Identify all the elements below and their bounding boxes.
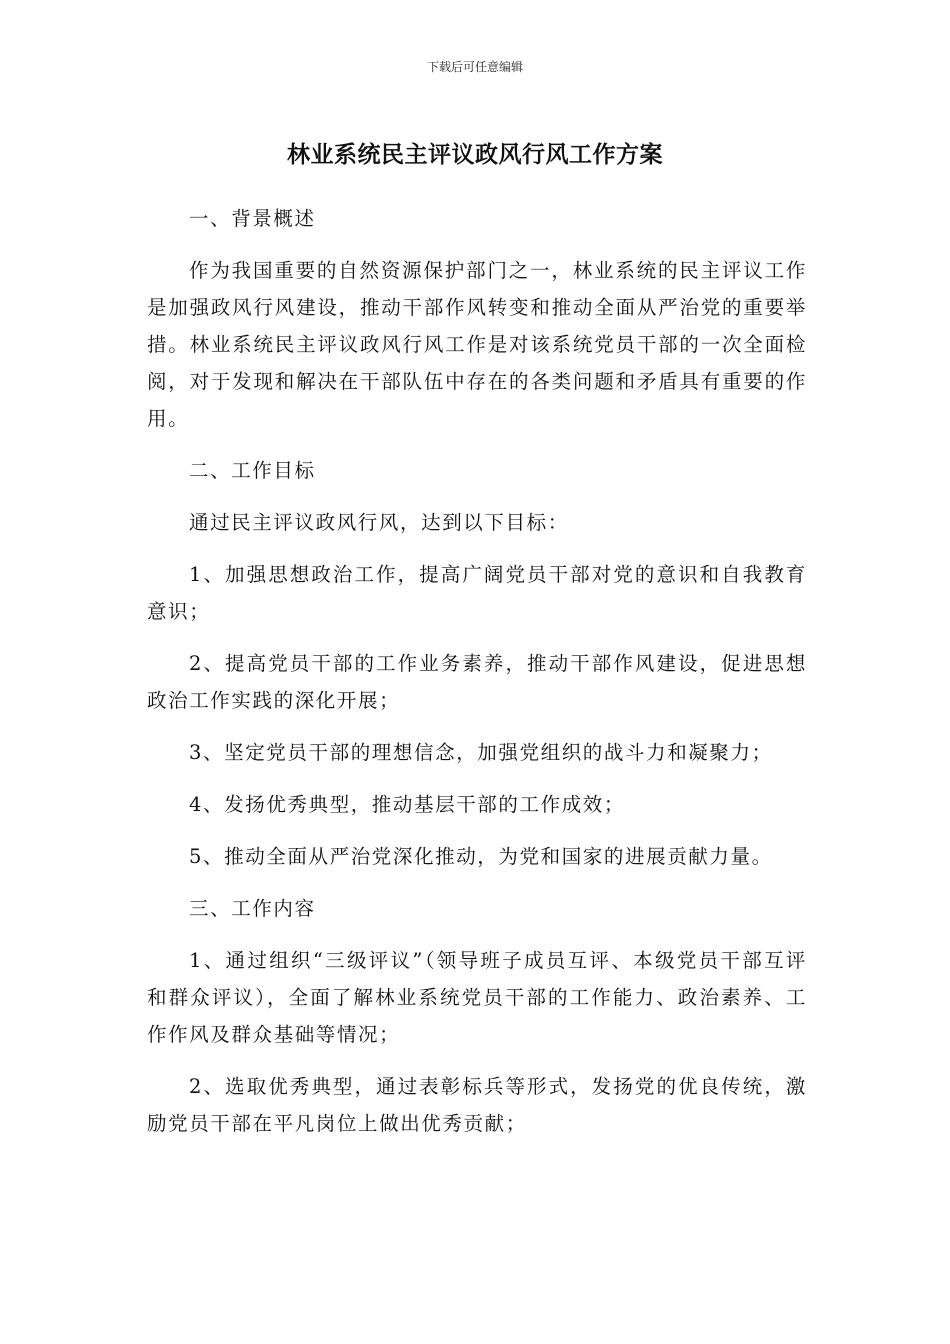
section-heading-goals: 二、工作目标 — [189, 459, 316, 482]
goal-item-3: 3、坚定党员干部的理想信念，加强党组织的战斗力和凝聚力； — [189, 741, 773, 764]
document-title: 林业系统民主评议政风行风工作方案 — [287, 142, 663, 168]
goal-item-5: 5、推动全面从严治党深化推动，为党和国家的进展贡献力量。 — [189, 845, 773, 868]
document-body — [147, 200, 807, 1142]
section-heading-background: 一、背景概述 — [189, 207, 316, 230]
content-item-2: 2、选取优秀典型，通过表彰标兵等形式，发扬党的优良传统，激励党员干部在平凡岗位上做出优秀贡献； — [147, 1075, 807, 1135]
goal-item-2: 2、提高党员干部的工作业务素养，推动干部作风建设，促进思想政治工作实践的深化开展； — [147, 652, 807, 712]
goal-item-4: 4、发扬优秀典型，推动基层干部的工作成效； — [189, 793, 626, 816]
goal-item-1: 1、加强思想政治工作，提高广阔党员干部对党的意识和自我教育意识； — [147, 563, 807, 623]
content-item-1: 1、通过组织“三级评议”（领导班子成员互评、本级党员干部互评和群众评议），全面了解林业系统党员干部的工作能力、政治素养、工作作风及群众基础等情况； — [147, 949, 807, 1046]
header-note: 下载后可任意编辑 — [426, 60, 523, 74]
section-heading-content: 三、工作内容 — [189, 897, 316, 920]
paragraph-background: 作为我国重要的自然资源保护部门之一，林业系统的民主评议工作是加强政风行风建设，推动干部作风转变和推动全面从严治党的重要举措。林业系统民主评议政风行风工作是对该系统党员干部的一次全面检阅，对于发现和解决在干部队伍中存在的各类问题和矛盾具有重要的作用。 — [147, 259, 807, 430]
paragraph-goals-intro: 通过民主评议政风行风，达到以下目标： — [189, 511, 569, 534]
